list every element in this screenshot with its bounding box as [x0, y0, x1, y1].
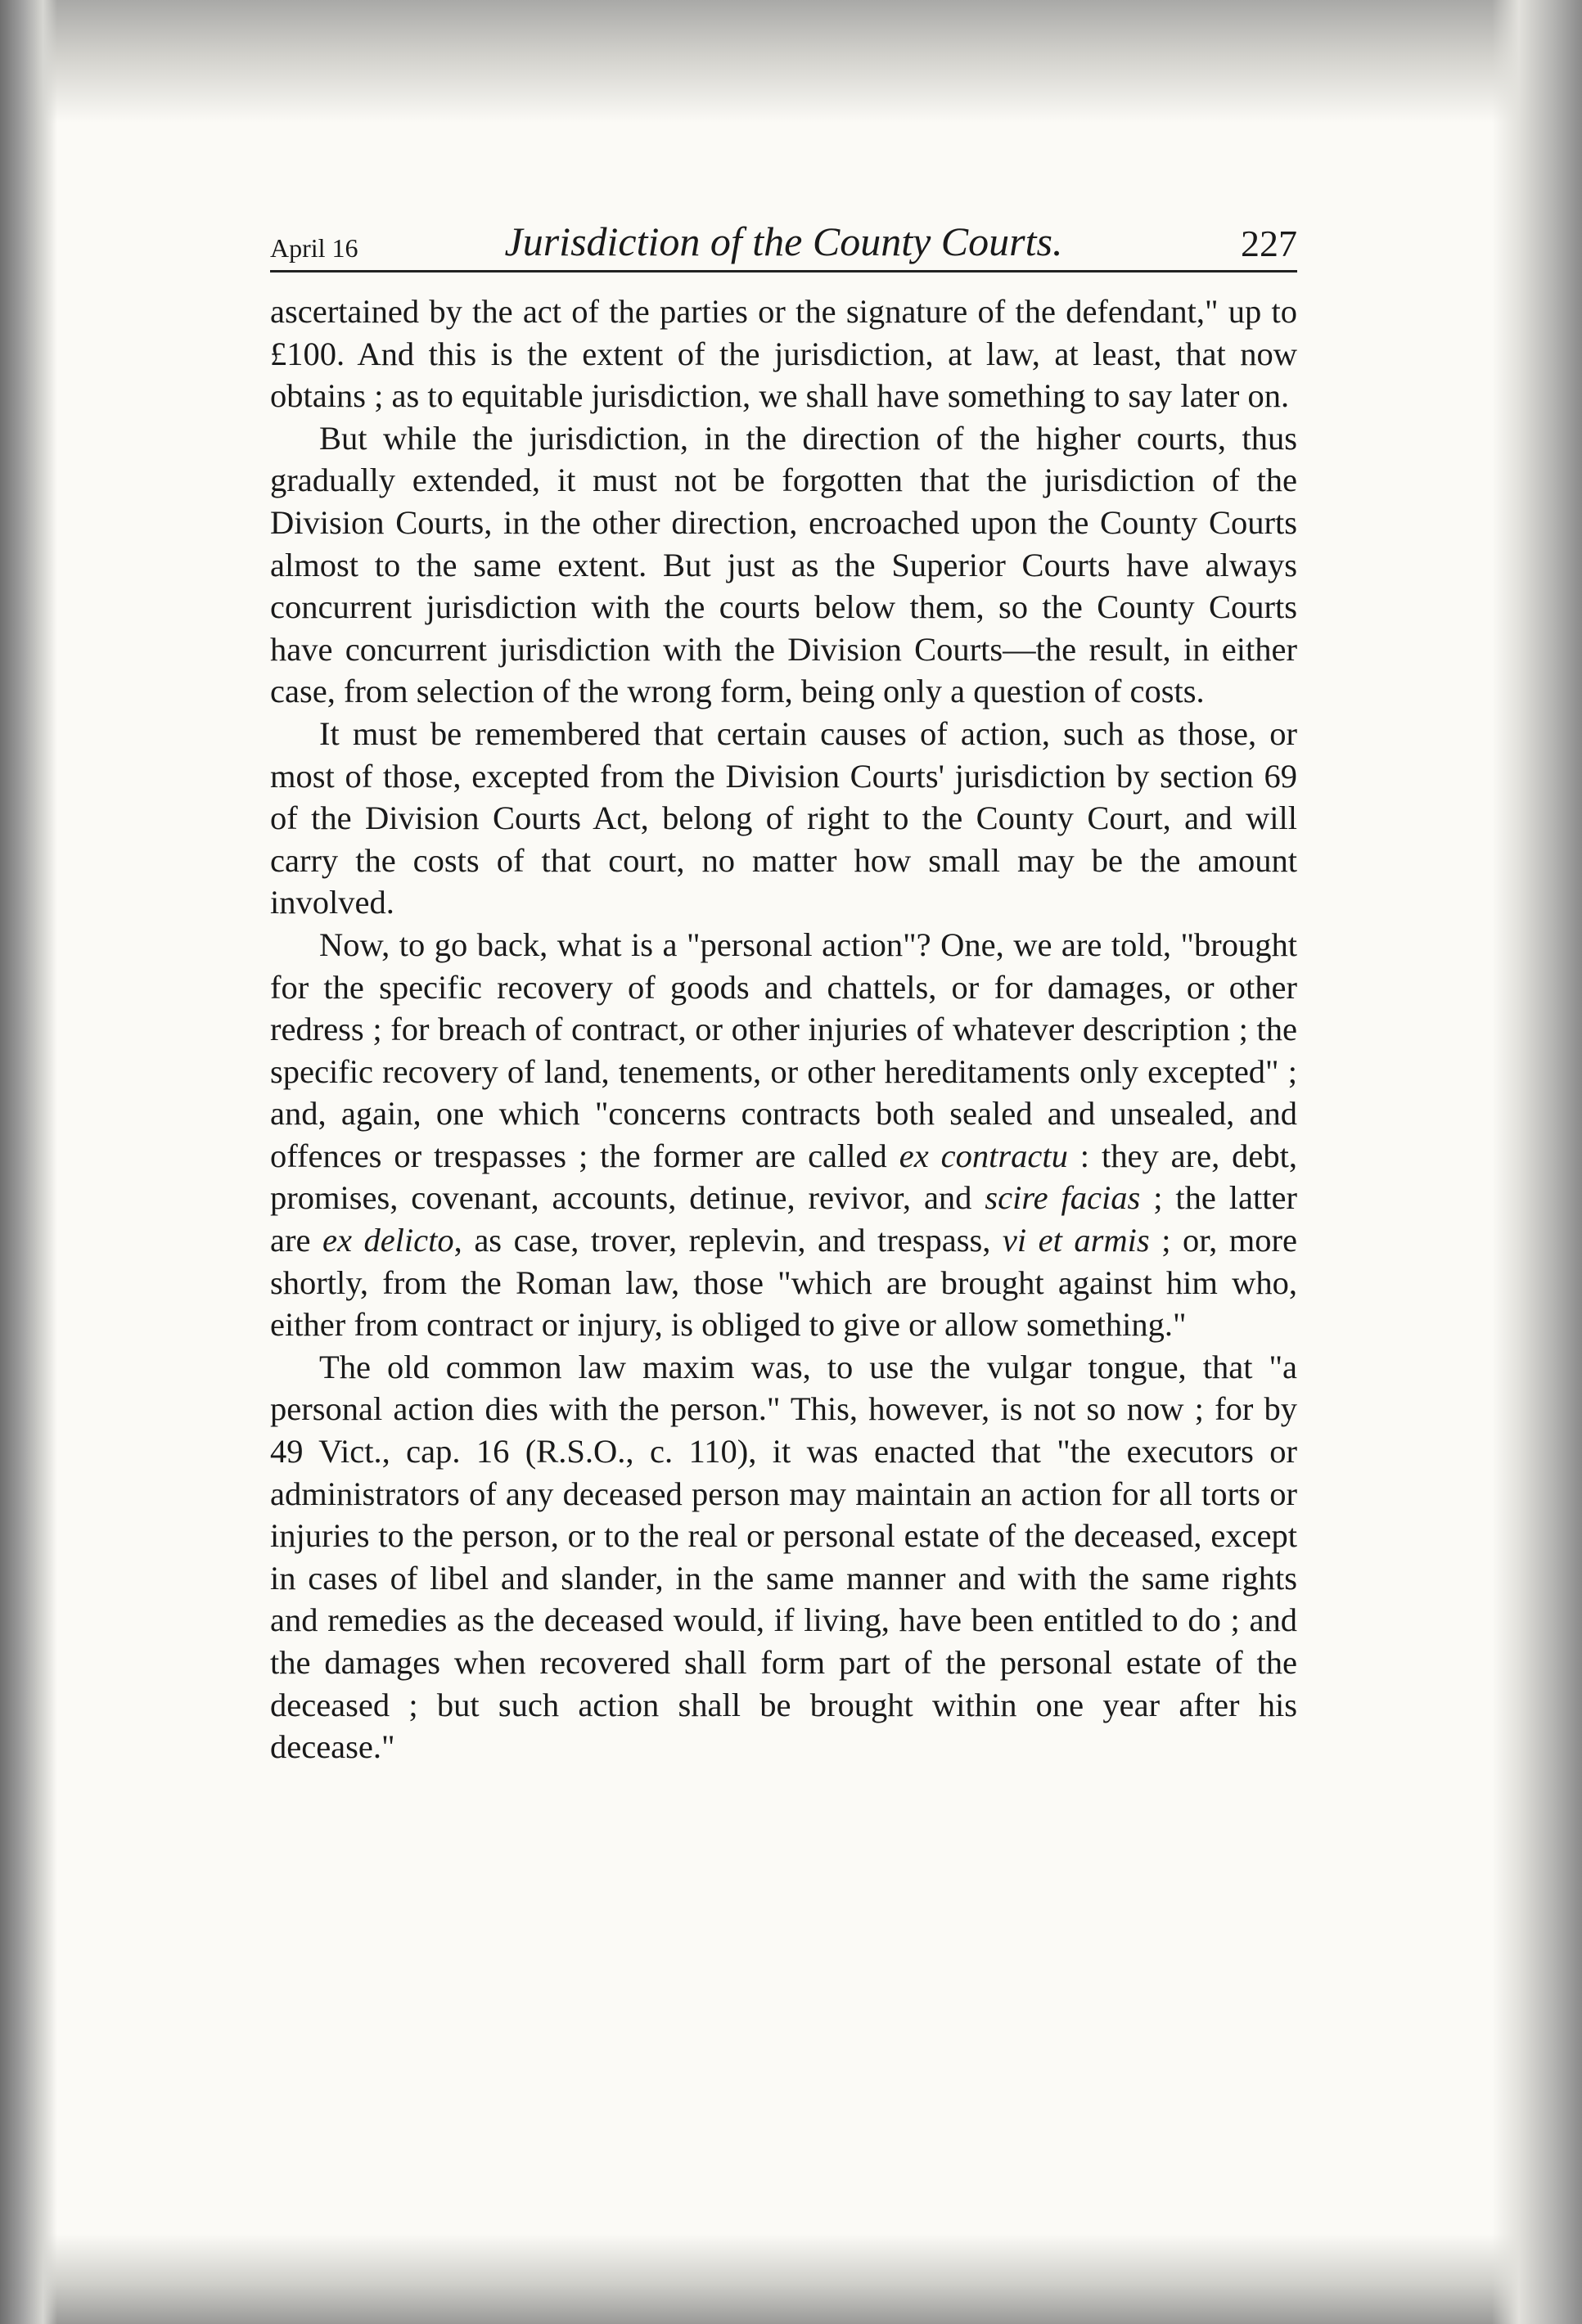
text-run: Now, to go back, what is a "personal action"? One, we are told, "brought for the specific recovery of goods and chattels, or for damages, or other redress ; for breach of contract, or other injuries of whatever description ; the specific recovery of land, tenements, or other hereditaments only excepted" ; and, again, one which "concerns contracts both sealed and unsealed, and offences or trespasses ; the former are called [270, 926, 1297, 1174]
text-run: It must be remembered that certain causes of action, such as those, or most of those, excepted from the Division Courts' jurisdiction by section 69 of the Division Courts Act, belong of right to the County Court, and will carry the costs of that court, no matter how small may be the amount involved. [270, 714, 1297, 921]
paragraph [270, 417, 1297, 713]
paragraph [270, 713, 1297, 924]
running-head-date: April 16 [270, 233, 358, 263]
book-page [270, 218, 1298, 1768]
scan-edge-left [0, 0, 57, 2324]
italic-phrase: ex contractu [899, 1137, 1068, 1174]
paragraph [270, 1346, 1297, 1768]
text-run: ascertained by the act of the parties or the signature of the defendant," up to £100. And this is the extent of the jurisdiction, at law, at least, that now obtains ; as to equitable jurisdiction, we shall have something to say later on. [270, 293, 1297, 415]
italic-phrase: scire facias [985, 1179, 1141, 1217]
text-run: But while the jurisdiction, in the direction of the higher courts, thus gradually extended, it must not be forgotten that the jurisdiction of the Division Courts, in the other direction, encroached upon the County Courts almost to the same extent. But just as the Superior Courts have always concurrent jurisdiction with the courts below them, so the County Courts have concurrent jurisdiction with the Division Courts—the result, in either case, from selection of the wrong form, being only a question of costs. [270, 419, 1297, 710]
running-head [270, 218, 1297, 272]
scan-edge-right [1492, 0, 1582, 2324]
body-text [270, 290, 1297, 1768]
italic-phrase: ex delicto [322, 1222, 454, 1259]
italic-phrase: vi et armis [1002, 1222, 1150, 1259]
scan-edge-bottom [0, 2234, 1582, 2324]
text-run: : they are, debt, promises, covenant, accounts, detinue, revivor, and [270, 1137, 1298, 1217]
text-run: The old common law maxim was, to use the vulgar tongue, that "a personal action dies with the person." This, however, is not so now ; for by 49 Vict., cap. 16 (R.S.O., c. 110), it was enacted that "the executors or administrators of any deceased person may maintain an action for all torts or injuries to the person, or to the real or personal estate of the deceased, except in cases of libel and slander, in the same manner and with the same rights and remedies as the deceased would, if living, have been entitled to do ; and the damages when recovered shall form part of the personal estate of the deceased ; but such action shall be brought within one year after his decease." [270, 1348, 1297, 1766]
page-number: 227 [1241, 223, 1297, 264]
paragraph [270, 924, 1297, 1346]
text-run: , as case, trover, replevin, and trespass, [453, 1222, 1003, 1259]
text-run: ; the latter are [270, 1179, 1297, 1259]
running-head-title: Jurisdiction of the County Courts. [504, 218, 1063, 264]
paragraph [270, 290, 1297, 417]
text-run: ; or, more shortly, from the Roman law, those "which are brought against him who, either from contract or injury, is obliged to give or allow something." [270, 1222, 1297, 1344]
scan-edge-top [0, 0, 1582, 123]
